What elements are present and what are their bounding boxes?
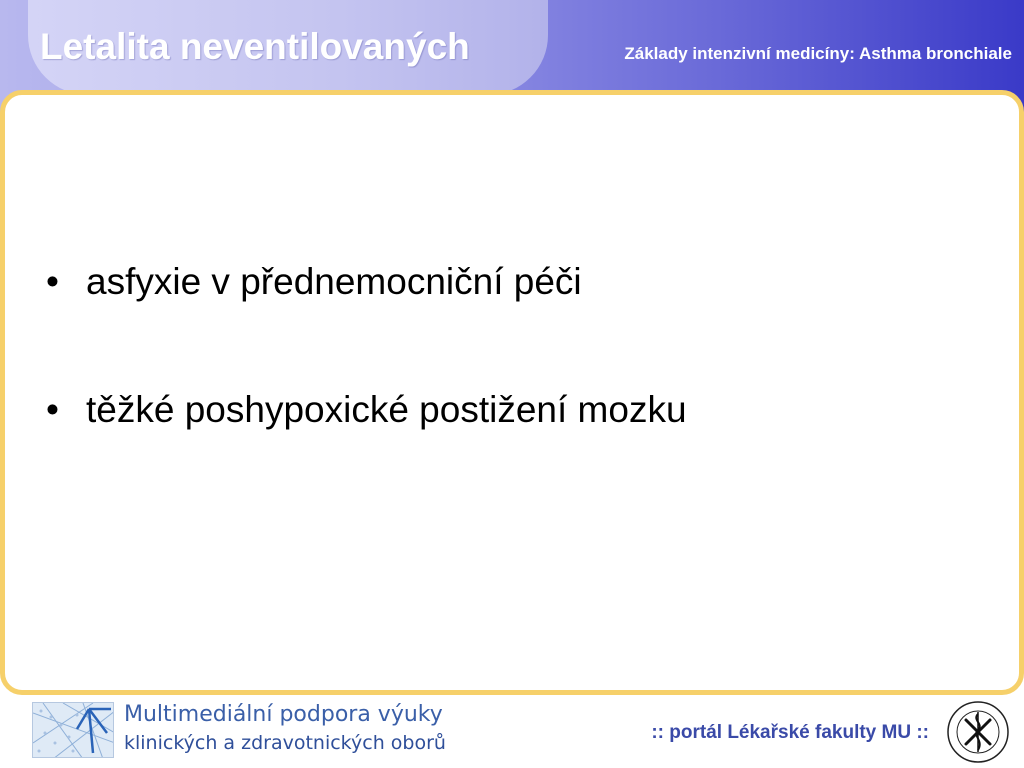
slide-title: Letalita neventilovaných [40, 26, 470, 67]
bullet-item [46, 390, 687, 430]
project-name-line1: Multimediální podpora výuky [124, 702, 443, 727]
network-grid-icon [32, 702, 114, 758]
slide-subtitle: Základy intenzivní medicíny: Asthma bronchiale [624, 44, 1012, 63]
project-name-line2: klinických a zdravotnických oborů [124, 732, 446, 754]
medical-faculty-seal-icon [946, 700, 1010, 764]
bullet-list [46, 262, 687, 518]
bullet-text: asfyxie v přednemocniční péči [86, 261, 582, 302]
bullet-glyph: • [46, 261, 59, 302]
portal-link[interactable]: :: portál Lékařské fakulty MU :: [651, 722, 929, 743]
slide-footer [0, 698, 1024, 768]
bullet-glyph: • [46, 389, 59, 430]
bullet-text: těžké poshypoxické postižení mozku [86, 389, 687, 430]
bullet-item [46, 262, 687, 302]
